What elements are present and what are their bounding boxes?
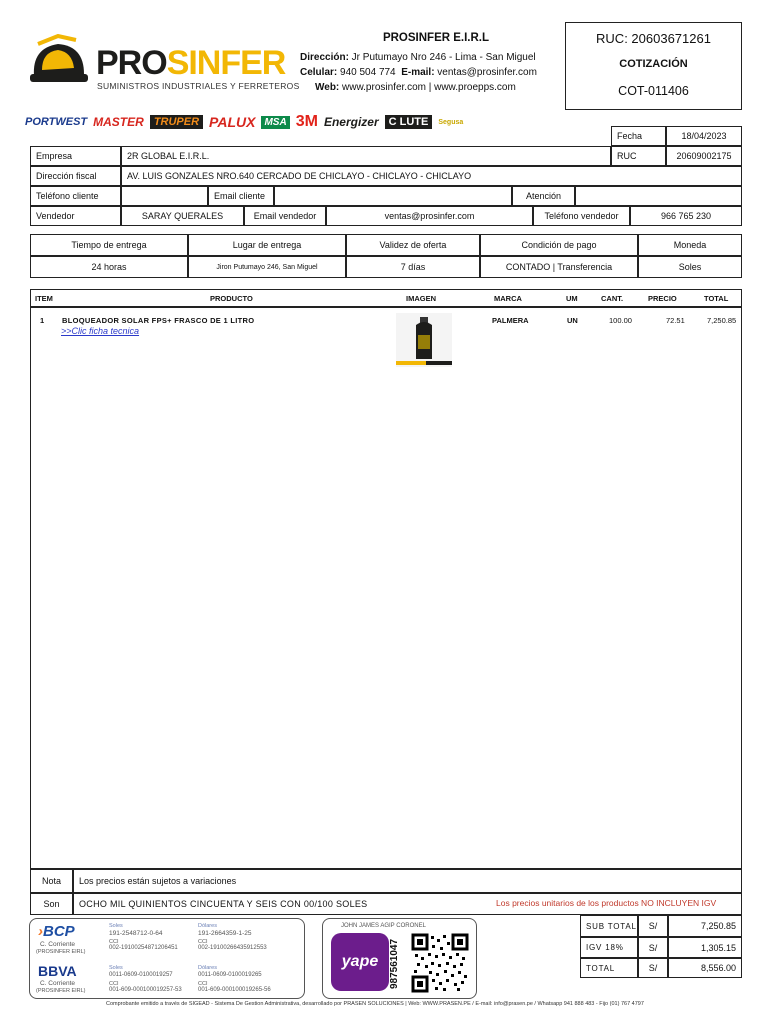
fecha-value: 18/04/2023 (666, 126, 742, 146)
phone-label: Celular: (300, 67, 338, 78)
brand-msa: MSA (261, 116, 289, 129)
atencion-label: Atención (512, 186, 575, 206)
telefono-vendedor-label: Teléfono vendedor (533, 206, 630, 226)
terms-header-moneda: Moneda (638, 234, 742, 256)
bcp-soles-acc: 191-2548712-0-64 (109, 930, 163, 937)
telefono-cliente-label: Teléfono cliente (30, 186, 121, 206)
brand-strip (25, 110, 463, 134)
bbva-dolares-cci-label: CCI (198, 981, 208, 987)
ruc-number: RUC: 20603671261 (596, 31, 711, 46)
total-label-text: TOTAL (586, 963, 616, 973)
bbva-holder: (PROSINFER EIRL) (36, 988, 86, 994)
bbva-logo-icon: BBVA (38, 963, 77, 979)
brand-energizer: Energizer (323, 115, 379, 129)
col-total: TOTAL (704, 294, 729, 303)
empresa-label: Empresa (30, 146, 121, 166)
web-value: www.prosinfer.com | www.proepps.com (339, 82, 516, 93)
terms-value-lugar: Jiron Putumayo 246, San Miguel (188, 256, 346, 278)
email-vendedor-label: Email vendedor (244, 206, 326, 226)
igv-label (580, 937, 638, 958)
terms-value-moneda: Soles (638, 256, 742, 278)
total-value: 8,556.00 (668, 958, 742, 978)
col-producto: PRODUCTO (210, 294, 253, 303)
company-contact-line (300, 67, 550, 78)
brand-segusa: Segusa (438, 118, 464, 126)
bcp-dolares-cci-label: CCI (198, 939, 208, 945)
address-label: Dirección: (300, 52, 349, 63)
vendedor-value: SARAY QUERALES (121, 206, 244, 226)
terms-header-lugar: Lugar de entrega (188, 234, 346, 256)
brand-subtitle: SUMINISTROS INDUSTRIALES Y FERRETEROS (97, 81, 300, 91)
row-item-number: 1 (40, 316, 45, 325)
col-imagen: IMAGEN (406, 294, 436, 303)
terms-value-condicion: CONTADO | Transferencia (480, 256, 638, 278)
subtotal-label (580, 915, 638, 937)
email-cliente-value (274, 186, 512, 206)
bcp-name: BCP (43, 923, 75, 940)
email-label: E-mail: (401, 67, 435, 78)
bank-accounts (29, 918, 305, 999)
terms-header-validez: Validez de oferta (346, 234, 480, 256)
bbva-dolares-cci: 001-609-000100019265-56 (198, 987, 271, 993)
total-currency: S/ (638, 958, 668, 978)
igv-label-text: IGV 18% (586, 943, 624, 952)
brand-sinfer: SINFER (166, 44, 286, 82)
row-marca: PALMERA (492, 316, 529, 325)
bcp-type: C. Corriente (40, 941, 76, 948)
document-type: COTIZACIÓN (619, 58, 688, 70)
bbva-dolares-acc: 0011-0609-0100019265 (198, 972, 262, 978)
terms-header-tiempo: Tiempo de entrega (30, 234, 188, 256)
direccion-label: Dirección fiscal (30, 166, 121, 186)
bbva-soles-cci: 001-609-000100019257-53 (109, 987, 182, 993)
subtotal-label-text: SUB TOTAL (586, 921, 637, 931)
terms-value-validez: 7 días (346, 256, 480, 278)
brand-master: MASTER (93, 115, 144, 129)
bbva-dolares-label: Dólares (198, 965, 217, 971)
total-label (580, 958, 638, 978)
bcp-soles-label: Soles (109, 923, 123, 929)
company-info (300, 32, 550, 97)
brand-truper: TRUPER (150, 115, 203, 129)
yape-box (322, 918, 477, 999)
bcp-dolares-cci: 002-19100266435912553 (198, 945, 267, 951)
brand-pro: PRO (96, 44, 167, 82)
terms-header-condicion: Condición de pago (480, 234, 638, 256)
nota-value: Los precios están sujetos a variaciones (73, 869, 742, 893)
fecha-label: Fecha (611, 126, 666, 146)
web-label: Web: (315, 82, 340, 93)
client-ruc-value: 20609002175 (666, 146, 742, 166)
items-table-body (30, 307, 742, 869)
bcp-dolares-label: Dólares (198, 923, 217, 929)
bcp-logo-icon: ›BCP (38, 923, 75, 940)
telefono-cliente-value (121, 186, 208, 206)
col-marca: MARCA (494, 294, 522, 303)
col-cant: CANT. (601, 294, 624, 303)
col-precio: PRECIO (648, 294, 677, 303)
brand-clute: C LUTE (385, 115, 433, 129)
bbva-soles-label: Soles (109, 965, 123, 971)
yape-number: 987561047 (389, 938, 400, 989)
email-vendedor-value: ventas@prosinfer.com (326, 206, 533, 226)
email-cliente-label: Email cliente (208, 186, 274, 206)
son-label: Son (30, 893, 73, 915)
terms-value-tiempo: 24 horas (30, 256, 188, 278)
document-number: COT-011406 (618, 84, 689, 98)
row-precio: 72.51 (666, 316, 685, 325)
row-total: 7,250.85 (707, 316, 737, 325)
bcp-dolares-acc: 191-2664359-1-25 (198, 930, 252, 937)
email-value: ventas@prosinfer.com (434, 67, 537, 78)
company-web-line (315, 82, 550, 93)
footer-text: Comprobante emitido a través de SIGEAD - Sistema De Gestion Administrativa, desarrollado por PRASEN SOLUCIONES | Web: WWW.PRASEN.PE / E-mail: info@prasen.pe / Whatsapp 941 888 483 - Fijo (01) 767 4797 (106, 1001, 644, 1007)
row-um: UN (567, 316, 578, 325)
atencion-value (575, 186, 742, 206)
col-um: UM (566, 294, 578, 303)
brand-palux: PALUX (209, 114, 256, 130)
yape-brand: yape (341, 953, 379, 970)
row-cant: 100.00 (609, 316, 632, 325)
igv-currency: S/ (638, 937, 668, 958)
yape-logo-icon (331, 933, 389, 991)
bcp-soles-cci-label: CCI (109, 939, 119, 945)
col-item: ITEM (35, 294, 53, 303)
brand-portwest: PORTWEST (25, 116, 88, 128)
vendedor-label: Vendedor (30, 206, 121, 226)
product-image (396, 313, 452, 367)
brand-logo-text (96, 44, 285, 83)
bbva-soles-cci-label: CCI (109, 981, 119, 987)
direccion-value: AV. LUIS GONZALES NRO.640 CERCADO DE CHICLAYO - CHICLAYO - CHICLAYO (121, 166, 742, 186)
telefono-vendedor-value: 966 765 230 (630, 206, 742, 226)
yape-holder: JOHN JAMES AGIP CORONEL (341, 923, 426, 929)
prosinfer-logo-icon (28, 34, 90, 96)
company-name: PROSINFER E.I.R.L (382, 32, 490, 44)
igv-note: Los precios unitarios de los productos NO INCLUYEN IGV (496, 898, 717, 908)
bcp-holder: (PROSINFER EIRL) (36, 949, 86, 955)
brand-3m: 3M (295, 113, 318, 130)
nota-label: Nota (30, 869, 73, 893)
client-ruc-label: RUC (611, 146, 666, 166)
ruc-box (565, 22, 742, 110)
igv-value: 1,305.15 (668, 937, 742, 958)
address-value: Jr Putumayo Nro 246 - Lima - San Miguel (348, 52, 536, 63)
bbva-soles-acc: 0011-0609-0100019257 (109, 972, 173, 978)
company-address-line (300, 52, 550, 63)
ficha-tecnica-link[interactable]: >>Clic ficha tecnica (61, 326, 140, 336)
empresa-value: 2R GLOBAL E.I.R.L. (121, 146, 611, 166)
phone-value: 940 504 774 (337, 67, 396, 78)
items-table-header (30, 289, 742, 307)
subtotal-currency: S/ (638, 915, 668, 937)
son-value: OCHO MIL QUINIENTOS CINCUENTA Y SEIS CON 00/100 SOLES (73, 893, 742, 915)
row-producto: BLOQUEADOR SOLAR FPS+ FRASCO DE 1 LITRO (62, 316, 255, 325)
bcp-soles-cci: 002-19100254871206451 (109, 945, 178, 951)
subtotal-value: 7,250.85 (668, 915, 742, 937)
qr-code-icon (411, 933, 469, 993)
bbva-type: C. Corriente (40, 980, 76, 987)
